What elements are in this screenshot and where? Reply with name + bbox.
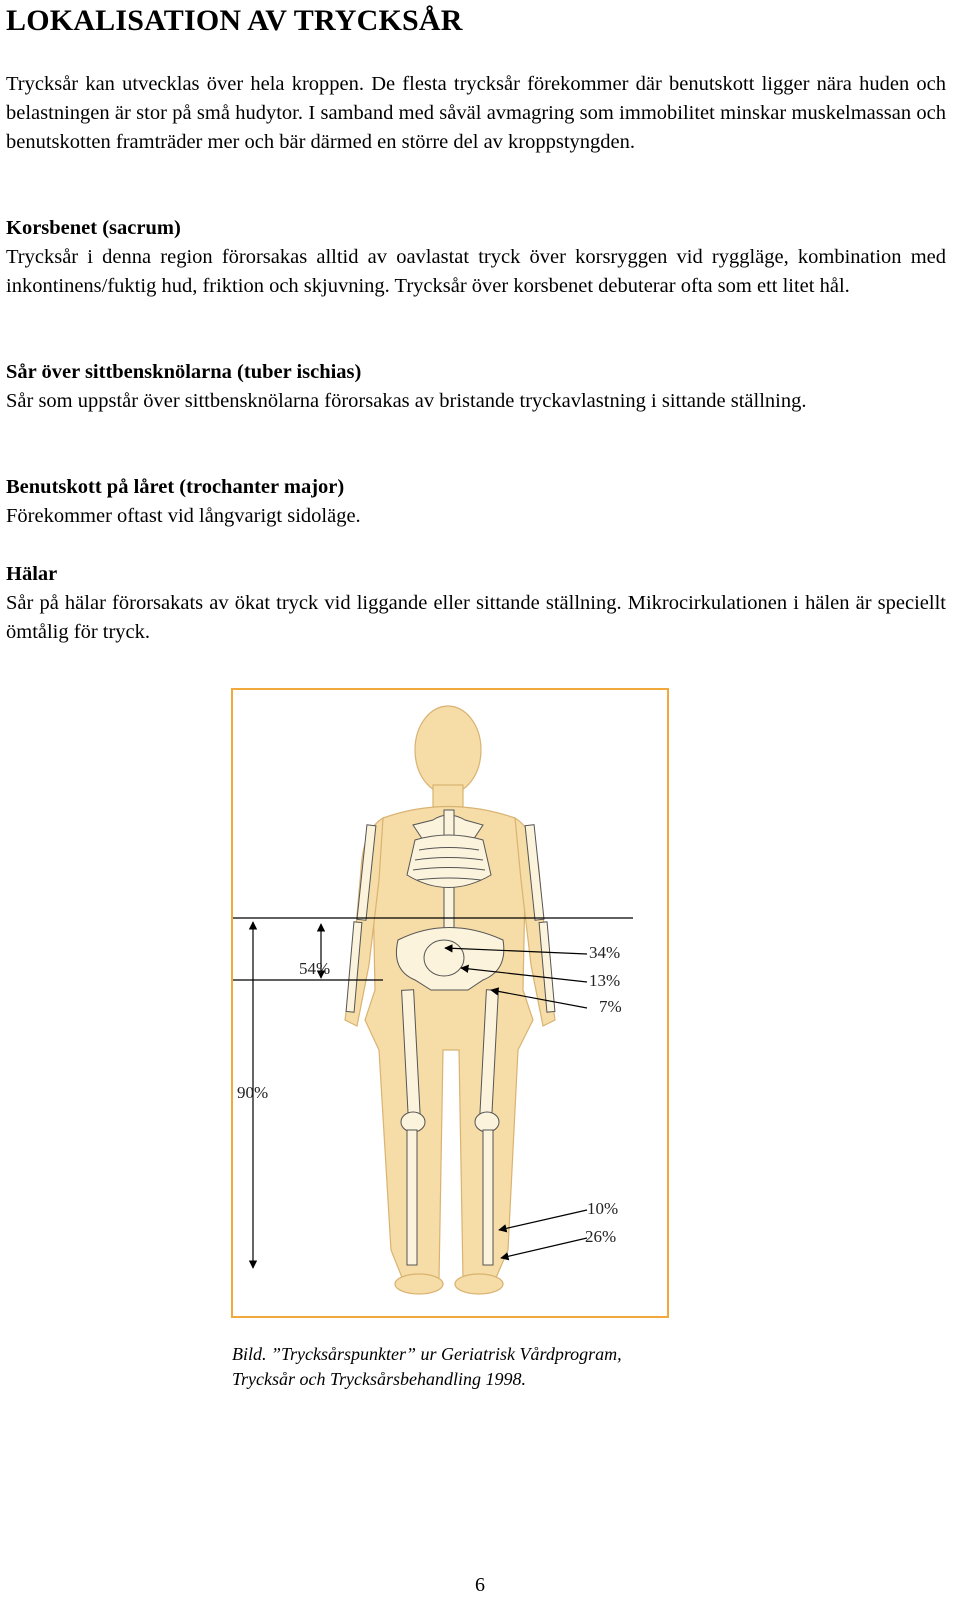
section-trochanter (6, 473, 946, 531)
label-7: 7% (599, 997, 622, 1016)
section-heels (6, 560, 946, 647)
page-title: LOKALISATION AV TRYCKSÅR (6, 4, 463, 37)
label-10: 10% (587, 1199, 619, 1218)
section-text: Förekommer oftast vid långvarigt sidoläge. (6, 505, 361, 527)
section-text: Sår på hälar förorsakats av ökat tryck vid liggande eller sittande ställning. Mikrocirkulationen i hälen är speciellt ömtålig för tryck. (6, 592, 946, 643)
body-silhouette (345, 706, 555, 1294)
section-heading: Benutskott på låret (trochanter major) (6, 476, 345, 498)
label-54: 54% (299, 959, 331, 978)
pressure-points-figure (231, 688, 669, 1318)
label-26: 26% (585, 1227, 617, 1246)
section-ischias (6, 358, 946, 416)
label-34: 34% (589, 943, 621, 962)
section-heading: Hälar (6, 563, 58, 585)
section-sacrum (6, 214, 946, 301)
section-heading: Sår över sittbensknölarna (tuber ischias) (6, 361, 362, 383)
section-text: Sår som uppstår över sittbensknölarna förorsakas av bristande tryckavlastning i sittande ställning. (6, 390, 807, 412)
intro-paragraph: Trycksår kan utvecklas över hela kroppen. De flesta trycksår förekommer där benutskott ligger nära huden och belastningen är stor på små hudytor. I samband med såväl avmagring som immobilitet minskar muskelmassan och benutskotten framträder mer och bär därmed en större del av kroppstyngden. (6, 73, 946, 153)
body-skeleton-illustration (233, 690, 667, 1316)
label-90: 90% (237, 1083, 269, 1102)
figure-caption (232, 1342, 622, 1392)
caption-line-1: Bild. ”Trycksårspunkter” ur Geriatrisk Vårdprogram, (232, 1344, 622, 1364)
section-text: Trycksår i denna region förorsakas alltid av oavlastat tryck över korsryggen vid ryggläge, kombination med inkontinens/fuktig hud, friktion och skjuvning. Trycksår över korsbenet debuterar ofta som ett litet hål. (6, 246, 946, 297)
caption-line-2: Trycksår och Trycksårsbehandling 1998. (232, 1369, 526, 1389)
page-number: 6 (475, 1574, 485, 1596)
section-heading: Korsbenet (sacrum) (6, 217, 181, 239)
label-13: 13% (589, 971, 621, 990)
